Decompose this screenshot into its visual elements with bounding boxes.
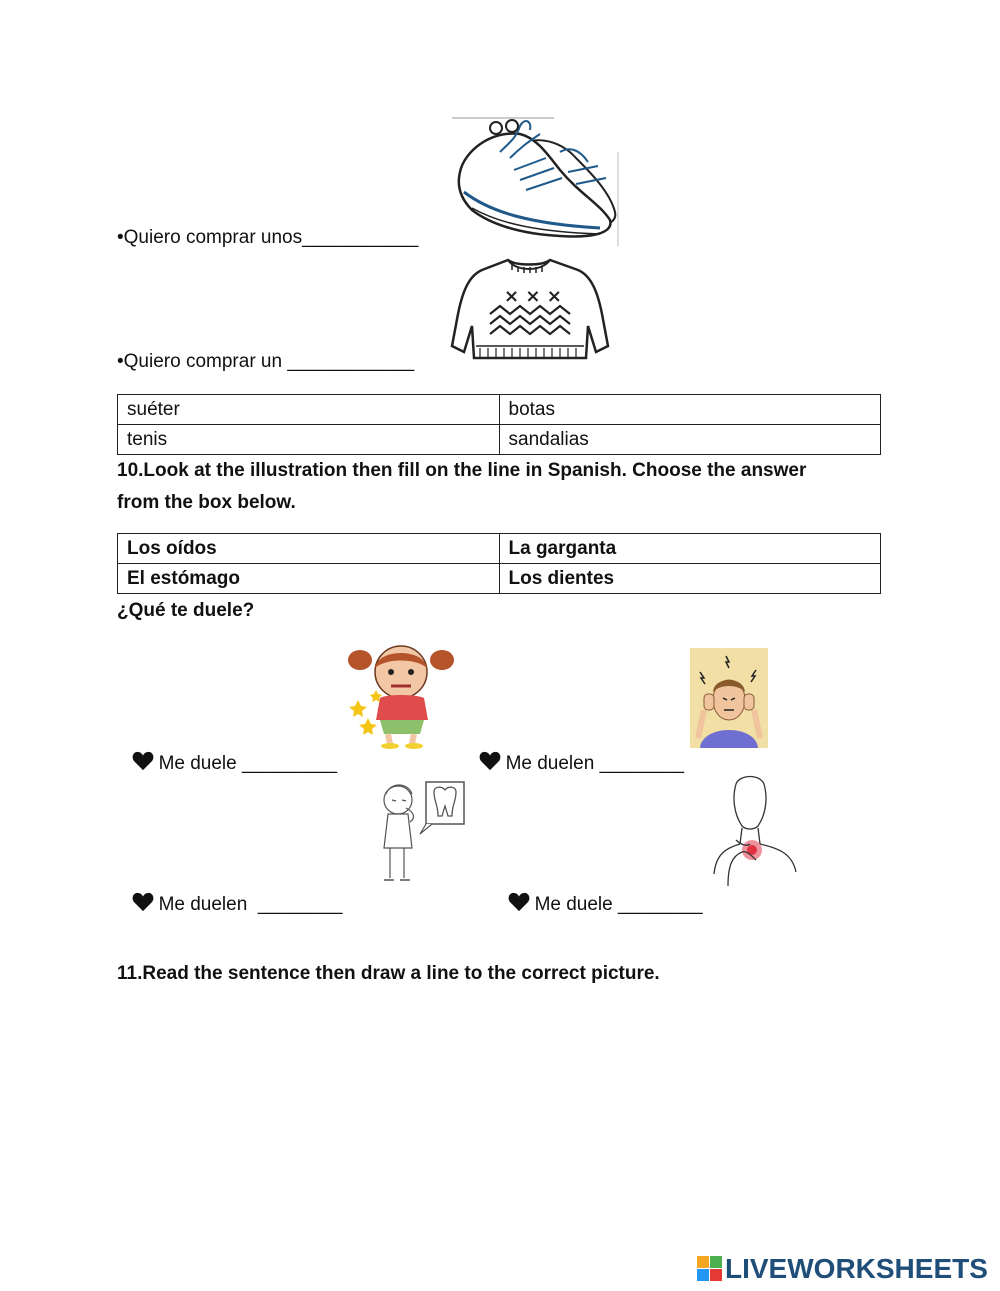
heart-icon [132,892,154,912]
q11-instruction: 11.Read the sentence then draw a line to the correct picture. [117,963,660,984]
item-ears [468,727,684,776]
item-throat [497,868,703,917]
word-cell: Los dientes [499,564,881,594]
item-teeth [121,868,342,917]
svg-text:× × ×: × × × [504,286,562,307]
stomachache-picture [346,640,456,755]
sentence-sweater: •Quiero comprar un ____________ [117,351,415,372]
word-cell: El estómago [118,564,500,594]
item-stomach [121,727,337,776]
logo-blocks-icon [697,1256,723,1282]
word-cell: Los oídos [118,534,500,564]
word-cell: La garganta [499,534,881,564]
heart-icon [132,751,154,771]
table-row [118,425,881,455]
table-row [118,564,881,594]
word-cell: tenis [118,425,500,455]
sweater-picture [446,254,614,377]
q10-instruction-line1: 10.Look at the illustration then fill on the line in Spanish. Choose the answer [117,460,807,481]
word-cell: botas [499,395,881,425]
heart-icon [508,892,530,912]
clothing-word-box [117,394,881,455]
q10-instruction-line2: from the box below. [117,492,296,513]
item-stomach-text: Me duele _________ [158,753,338,774]
word-cell: suéter [118,395,500,425]
toothache-picture [376,778,468,893]
word-cell: sandalias [499,425,881,455]
table-row [118,395,881,425]
logo-text: LIVEWORKSHEETS [725,1253,988,1284]
item-throat-text: Me duele ________ [534,894,703,915]
item-ears-text: Me duelen ________ [505,753,685,774]
item-teeth-text: Me duelen ________ [158,894,343,915]
sneakers-picture [450,112,622,253]
sentence-shoes: •Quiero comprar unos___________ [117,227,419,248]
heart-icon [479,751,501,771]
sore-throat-picture [712,774,800,893]
liveworksheets-logo [697,1252,988,1286]
earache-picture [690,648,768,753]
body-parts-word-box [117,533,881,594]
question-que-te-duele: ¿Qué te duele? [117,600,255,621]
table-row [118,534,881,564]
